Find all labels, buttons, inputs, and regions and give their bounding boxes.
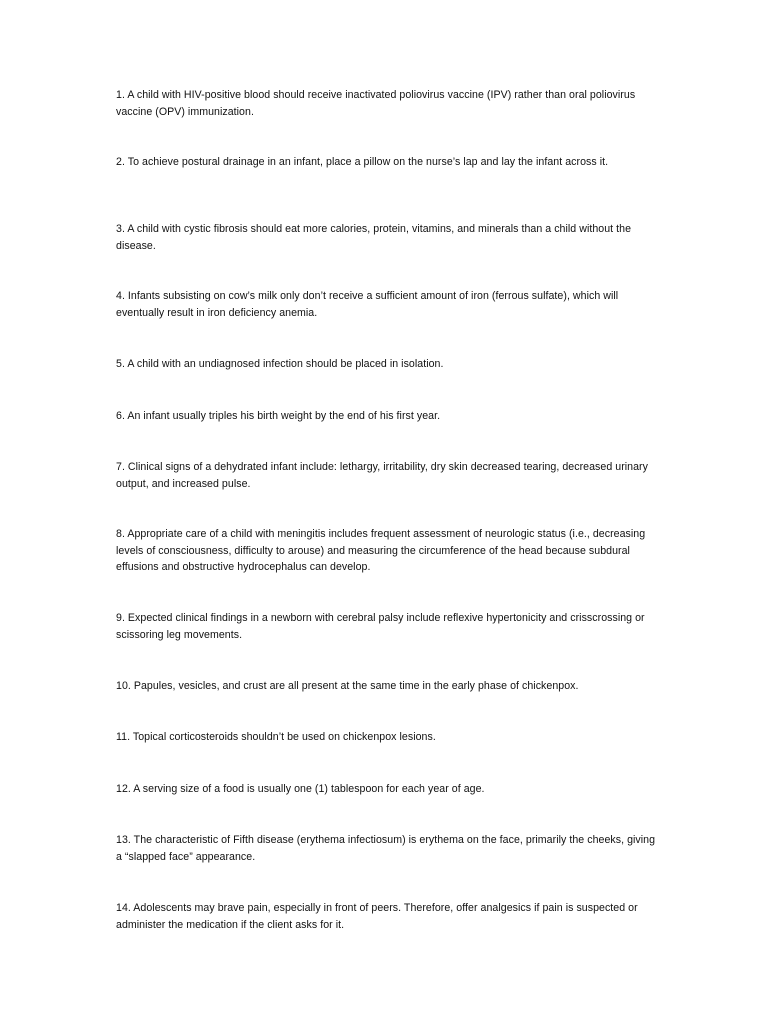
list-item: 14. Adolescents may brave pain, especially in front of peers. Therefore, offer analgesics if pain is suspected or administer the medication if the client asks for it. bbox=[116, 902, 638, 931]
list-item: 2. To achieve postural drainage in an infant, place a pillow on the nurse’s lap and lay the infant across it. bbox=[116, 156, 609, 168]
list-item: 4. Infants subsisting on cow’s milk only don’t receive a sufficient amount of iron (ferrous sulfate), which will eventually result in iron deficiency anemia. bbox=[116, 290, 619, 319]
list-item: 10. Papules, vesicles, and crust are all present at the same time in the early phase of chickenpox. bbox=[116, 680, 579, 692]
list-item: 13. The characteristic of Fifth disease (erythema infectiosum) is erythema on the face, primarily the cheeks, giving a “slapped face” appearance. bbox=[116, 834, 656, 863]
list-item: 7. Clinical signs of a dehydrated infant include: lethargy, irritability, dry skin decreased tearing, decreased urinary output, and increased pulse. bbox=[116, 461, 648, 490]
list-item: 8. Appropriate care of a child with meningitis includes frequent assessment of neurologic status (i.e., decreasing levels of consciousness, difficulty to arouse) and measuring the circumference of the head because subdural effusions and obstructive hydrocephalus can develop. bbox=[116, 528, 646, 574]
list-item: 6. An infant usually triples his birth weight by the end of his first year. bbox=[116, 410, 441, 422]
list-item: 12. A serving size of a food is usually one (1) tablespoon for each year of age. bbox=[116, 783, 485, 795]
list-item: 5. A child with an undiagnosed infection should be placed in isolation. bbox=[116, 358, 444, 370]
list-item: 9. Expected clinical findings in a newborn with cerebral palsy include reflexive hypertonicity and crisscrossing or scissoring leg movements. bbox=[116, 612, 645, 641]
list-item: 3. A child with cystic fibrosis should eat more calories, protein, vitamins, and minerals than a child without the disease. bbox=[116, 223, 632, 252]
list-item: 11. Topical corticosteroids shouldn’t be used on chickenpox lesions. bbox=[116, 731, 436, 743]
list-item: 1. A child with HIV-positive blood should receive inactivated poliovirus vaccine (IPV) rather than oral poliovirus vaccine (OPV) immunization. bbox=[116, 89, 636, 118]
